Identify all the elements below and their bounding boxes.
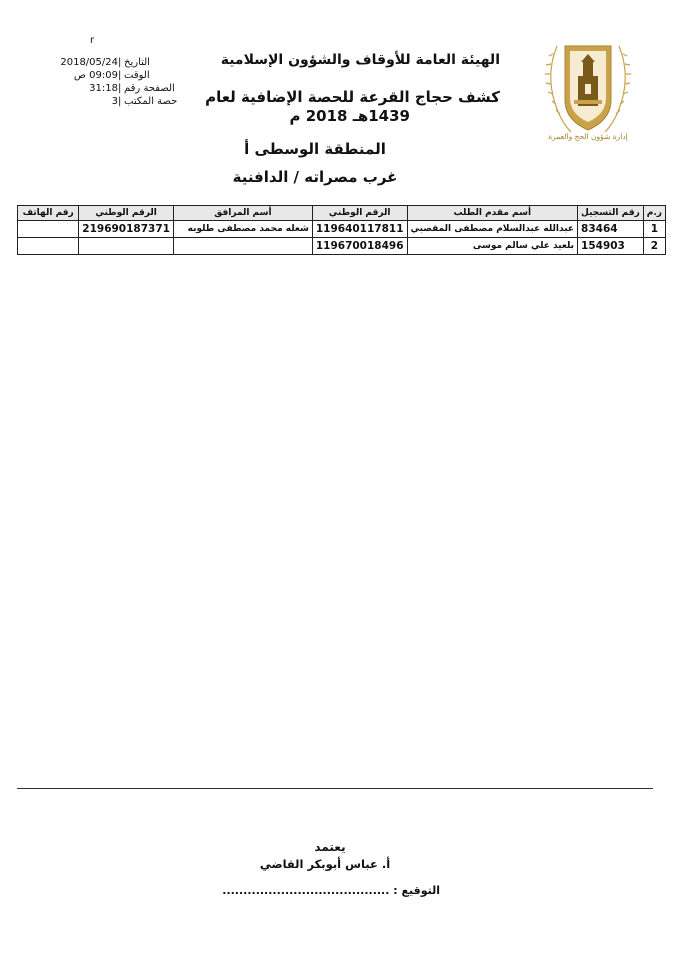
meta-time-label: الوقت — [124, 70, 150, 81]
meta-page-row — [20, 82, 175, 95]
cell-companion: شعله محمد مصطفى طلوبه — [173, 221, 312, 238]
footer-divider — [17, 788, 653, 789]
table-row — [18, 221, 666, 238]
hajj-administration-logo — [543, 40, 633, 152]
pilgrims-table — [17, 205, 666, 255]
corner-mark: r — [90, 35, 95, 46]
meta-time-value: 09:09 ص — [73, 70, 118, 81]
meta-date-label: التاريخ — [124, 57, 150, 68]
approver-name: أ. عباس أبوبكر القاضي — [259, 857, 391, 871]
column-header-companion: أسم المرافق — [173, 206, 312, 221]
meta-page-label: الصفحة رقم — [124, 83, 175, 94]
meta-office-row — [20, 95, 178, 108]
logo-caption: إدارة شؤون الحج والعمرة — [548, 132, 628, 141]
column-header-serial: ر.م — [643, 206, 665, 221]
report-metadata — [20, 56, 178, 112]
approval-label: يعتمد — [314, 840, 346, 854]
region-title: المنطقة الوسطى أ — [244, 140, 386, 158]
report-title-line2: 1439هـ 2018 م — [289, 107, 410, 125]
cell-national-id: 119640117811 — [312, 221, 407, 238]
signature-line — [222, 884, 440, 898]
meta-date-value: 2018/05/24 — [60, 57, 118, 68]
report-title-line1: كشف حجاج القرعة للحصة الإضافية لعام — [205, 88, 500, 106]
meta-office-value: 3 — [111, 96, 118, 107]
office-title: غرب مصراته / الدافنية — [232, 168, 398, 186]
meta-page-value: 31:18 — [89, 83, 118, 94]
column-header-applicant: أسم مقدم الطلب — [407, 206, 578, 221]
cell-phone — [18, 238, 79, 255]
cell-registration: 154903 — [578, 238, 644, 255]
cell-phone — [18, 221, 79, 238]
column-header-phone: رقم الهاتف — [18, 206, 79, 221]
column-header-companion-national-id: الرقم الوطني — [79, 206, 174, 221]
signature-label: التوقيع : — [393, 884, 440, 897]
table-header-row — [18, 206, 666, 221]
cell-serial: 1 — [643, 221, 665, 238]
meta-date-row — [20, 56, 170, 69]
meta-office-label: حصة المكتب — [124, 96, 178, 107]
table-row — [18, 238, 666, 255]
cell-companion — [173, 238, 312, 255]
column-header-registration: رقم التسجيل — [578, 206, 644, 221]
meta-separator: | — [118, 70, 122, 81]
column-header-national-id: الرقم الوطني — [312, 206, 407, 221]
cell-applicant: عبدالله عبدالسلام مصطفى المقصبي — [407, 221, 578, 238]
cell-serial: 2 — [643, 238, 665, 255]
cell-companion-national-id: 219690187371 — [79, 221, 174, 238]
cell-national-id: 119670018496 — [312, 238, 407, 255]
cell-registration: 83464 — [578, 221, 644, 238]
cell-applicant: بلعيد علي سالم موسى — [407, 238, 578, 255]
signature-dots: ........................................ — [222, 884, 390, 897]
cell-companion-national-id — [79, 238, 174, 255]
meta-separator: | — [118, 57, 122, 68]
meta-separator: | — [118, 83, 122, 94]
meta-time-row — [20, 69, 170, 82]
authority-title: الهيئة العامة للأوقاف والشؤون الإسلامية — [220, 52, 500, 68]
meta-separator: | — [118, 96, 122, 107]
